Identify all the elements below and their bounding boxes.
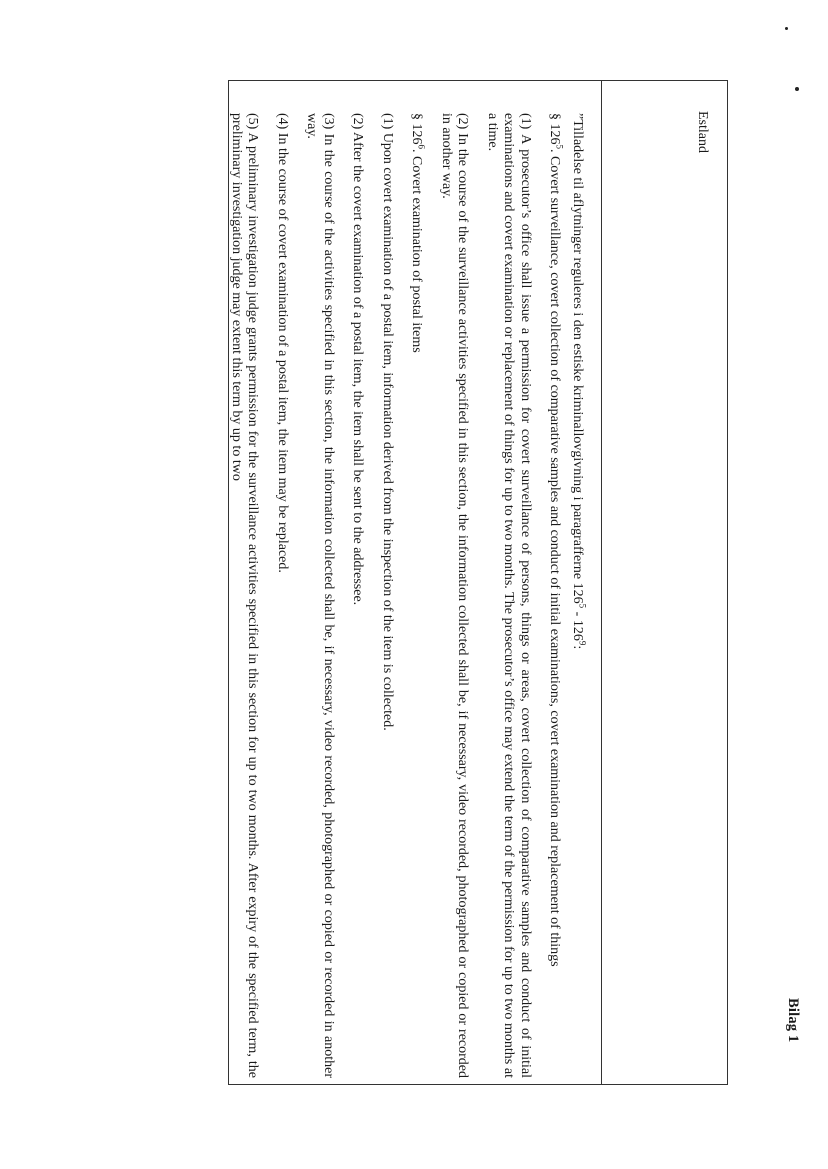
section-paragraph: (2) After the covert examination of a postal item, the item shall be sent to the addressee.	[350, 113, 366, 606]
section-paragraph: (2) In the course of the surveillance activities specified in this section, the information collected shall be, if necessary, video recorded, photographed or copied or recorded in another way.	[439, 113, 471, 1078]
section-paragraph: (1) A prosecutor’s office shall issue a permission for covert surveillance of persons, things or areas, covert collection of comparative samples and conduct of initial examinations and covert examination or replacement of things for up to two months. The prosecutor’s office may extend the term of the permission for up to two months at a time.	[485, 113, 533, 1078]
annex-label: Bilag 1	[785, 998, 801, 1043]
section-paragraph: (5) A preliminary investigation judge grants permission for the surveillance activities specified in this section for up to two months. After expiry of the specified term, the preliminary investigation judge may extent this term by up to two	[229, 113, 261, 1078]
section-heading: § $126^5$. Covert surveillance, covert collection of comparative samples and conduct of initial examinations, covert examination and replacement of things	[547, 113, 566, 967]
intro-paragraph: ”Tilladelse til aflytninger reguleres i den estiske kriminallovgivning i paragrafferne $126^5 - 126^9$:	[570, 113, 588, 650]
section-paragraph: (3) In the course of the activities specified in this section, the information collected shall be, if necessary, video recorded, photographed or copied or recorded in another way.	[304, 113, 336, 1078]
column-divider	[601, 81, 602, 1084]
section-heading: § $126^6$. Covert examination of postal items	[409, 113, 428, 353]
document-table	[228, 80, 728, 1085]
section-paragraph: (4) In the course of covert examination of a postal item, the item may be replaced.	[275, 113, 290, 573]
content-cell	[229, 113, 588, 1078]
section-paragraph: (1) Upon covert examination of a postal item, information derived from the inspection of the item is collected.	[380, 113, 395, 731]
country-cell: Estland	[695, 111, 710, 153]
